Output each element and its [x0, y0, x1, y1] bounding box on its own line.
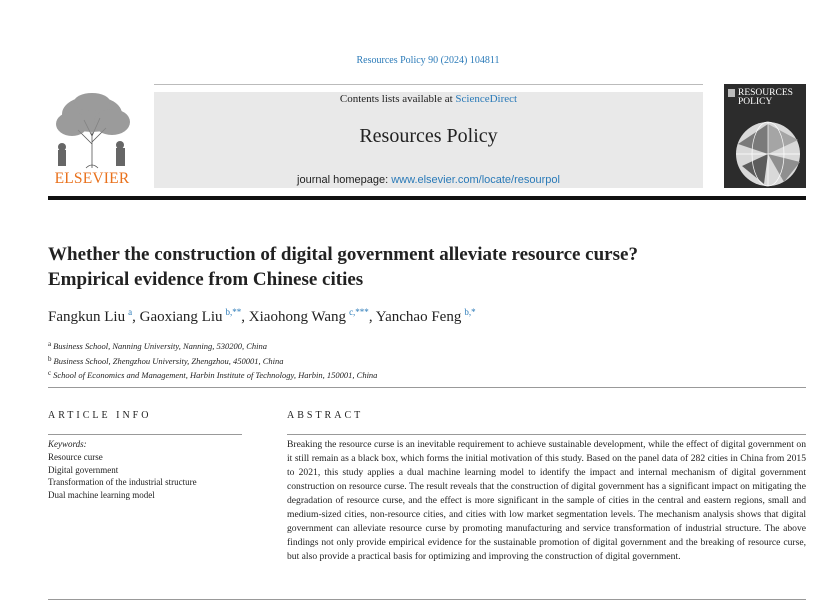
affiliation-mark: c [48, 369, 52, 377]
article-title-line2: Empirical evidence from Chinese cities [48, 269, 364, 290]
sciencedirect-link[interactable]: ScienceDirect [455, 93, 518, 105]
keywords-label: Keywords: [48, 439, 87, 449]
article-title-line1: Whether the construction of digital government alleviate resource curse? [48, 244, 638, 265]
author-separator: , [368, 309, 376, 325]
journal-homepage-link[interactable]: www.elsevier.com/locate/resourpol [391, 174, 560, 186]
journal-title: Resources Policy [359, 125, 498, 147]
affiliation-list [48, 338, 748, 382]
author-separator: , [241, 309, 249, 325]
elsevier-logo[interactable] [48, 92, 136, 188]
cover-title-line2: POLICY [738, 97, 773, 107]
header-divider [48, 196, 806, 200]
article-info-rule [48, 434, 242, 435]
keyword-item: Dual machine learning model [48, 489, 155, 500]
article-title [48, 242, 768, 292]
keyword-item: Digital government [48, 464, 119, 475]
homepage-prefix: journal homepage: [297, 174, 392, 186]
journal-citation[interactable]: Resources Policy 90 (2024) 104811 [356, 55, 500, 66]
author-name[interactable]: Fangkun Liu [48, 309, 126, 325]
article-info-heading: ARTICLE INFO [48, 410, 152, 421]
abstract-text: Breaking the resource curse is an inevitable requirement to achieve sustainable development, while the effect of digital government on it still remain as a black box, which forms the initial motivation of this study. Based on the panel data of 282 cities in China from 2015 to 2021, this study applies a dual machine learning model to identify the impact and internal mechanism of digital government construction on resource curse. The result reveals that the construction of digital government has a significant impact on mitigating the degradation of resource curse, and the effect is more significant in the sample of cities in the central and eastern regions, small and medium-sized cities, non-resource cities, and cities with low market segmentation levels. The mechanism analysis shows that digital government can alleviate resource curse by promoting manufacturing and service transformation of industrial structure. The above findings not only provide empirical evidence for the sustainable promotion of digital government and the breaking of resource curse, but also provide a practical basis for optimizing and improving the construction of digital government. [287, 439, 806, 562]
author-name[interactable]: Yanchao Feng [375, 309, 462, 325]
elsevier-wordmark: ELSEVIER [54, 170, 130, 187]
header-top-rule [154, 84, 703, 85]
journal-header [48, 84, 806, 188]
author-marks[interactable]: b,* [464, 307, 476, 317]
journal-cover-image[interactable] [724, 84, 806, 188]
cover-title-line1: RESOURCES [738, 88, 793, 98]
affiliation-mark: a [48, 340, 52, 348]
keyword-list [48, 451, 242, 501]
contents-prefix: Contents lists available at [339, 93, 456, 105]
author-marks[interactable]: b,** [225, 307, 242, 317]
section-divider [48, 387, 806, 388]
author-separator: , [132, 309, 140, 325]
elsevier-tree-icon [48, 92, 136, 170]
affiliation-text: Business School, Nanning University, Nanning, 530200, China [53, 341, 268, 351]
affiliation-item [48, 353, 748, 368]
author-marks[interactable]: a [128, 307, 133, 317]
affiliation-item [48, 367, 748, 382]
author-name[interactable]: Xiaohong Wang [248, 309, 347, 325]
affiliation-text: Business School, Zhengzhou University, Zhengzhou, 450001, China [53, 355, 284, 366]
keyword-item: Resource curse [48, 452, 103, 462]
cover-globe-icon [724, 84, 806, 188]
affiliation-text: School of Economics and Management, Harbin Institute of Technology, Harbin, 150001, China [53, 370, 378, 380]
affiliation-mark: b [48, 354, 52, 363]
homepage-line [154, 174, 703, 186]
bottom-divider [48, 599, 806, 600]
journal-banner [154, 92, 703, 188]
author-list [48, 307, 476, 326]
abstract-heading: ABSTRACT [287, 410, 364, 421]
keyword-item: Transformation of the industrial structure [48, 477, 197, 487]
contents-line [154, 93, 703, 105]
affiliation-item [48, 338, 748, 353]
abstract-rule [287, 434, 806, 435]
author-name[interactable]: Gaoxiang Liu [139, 309, 223, 325]
author-marks[interactable]: c,*** [349, 307, 369, 317]
